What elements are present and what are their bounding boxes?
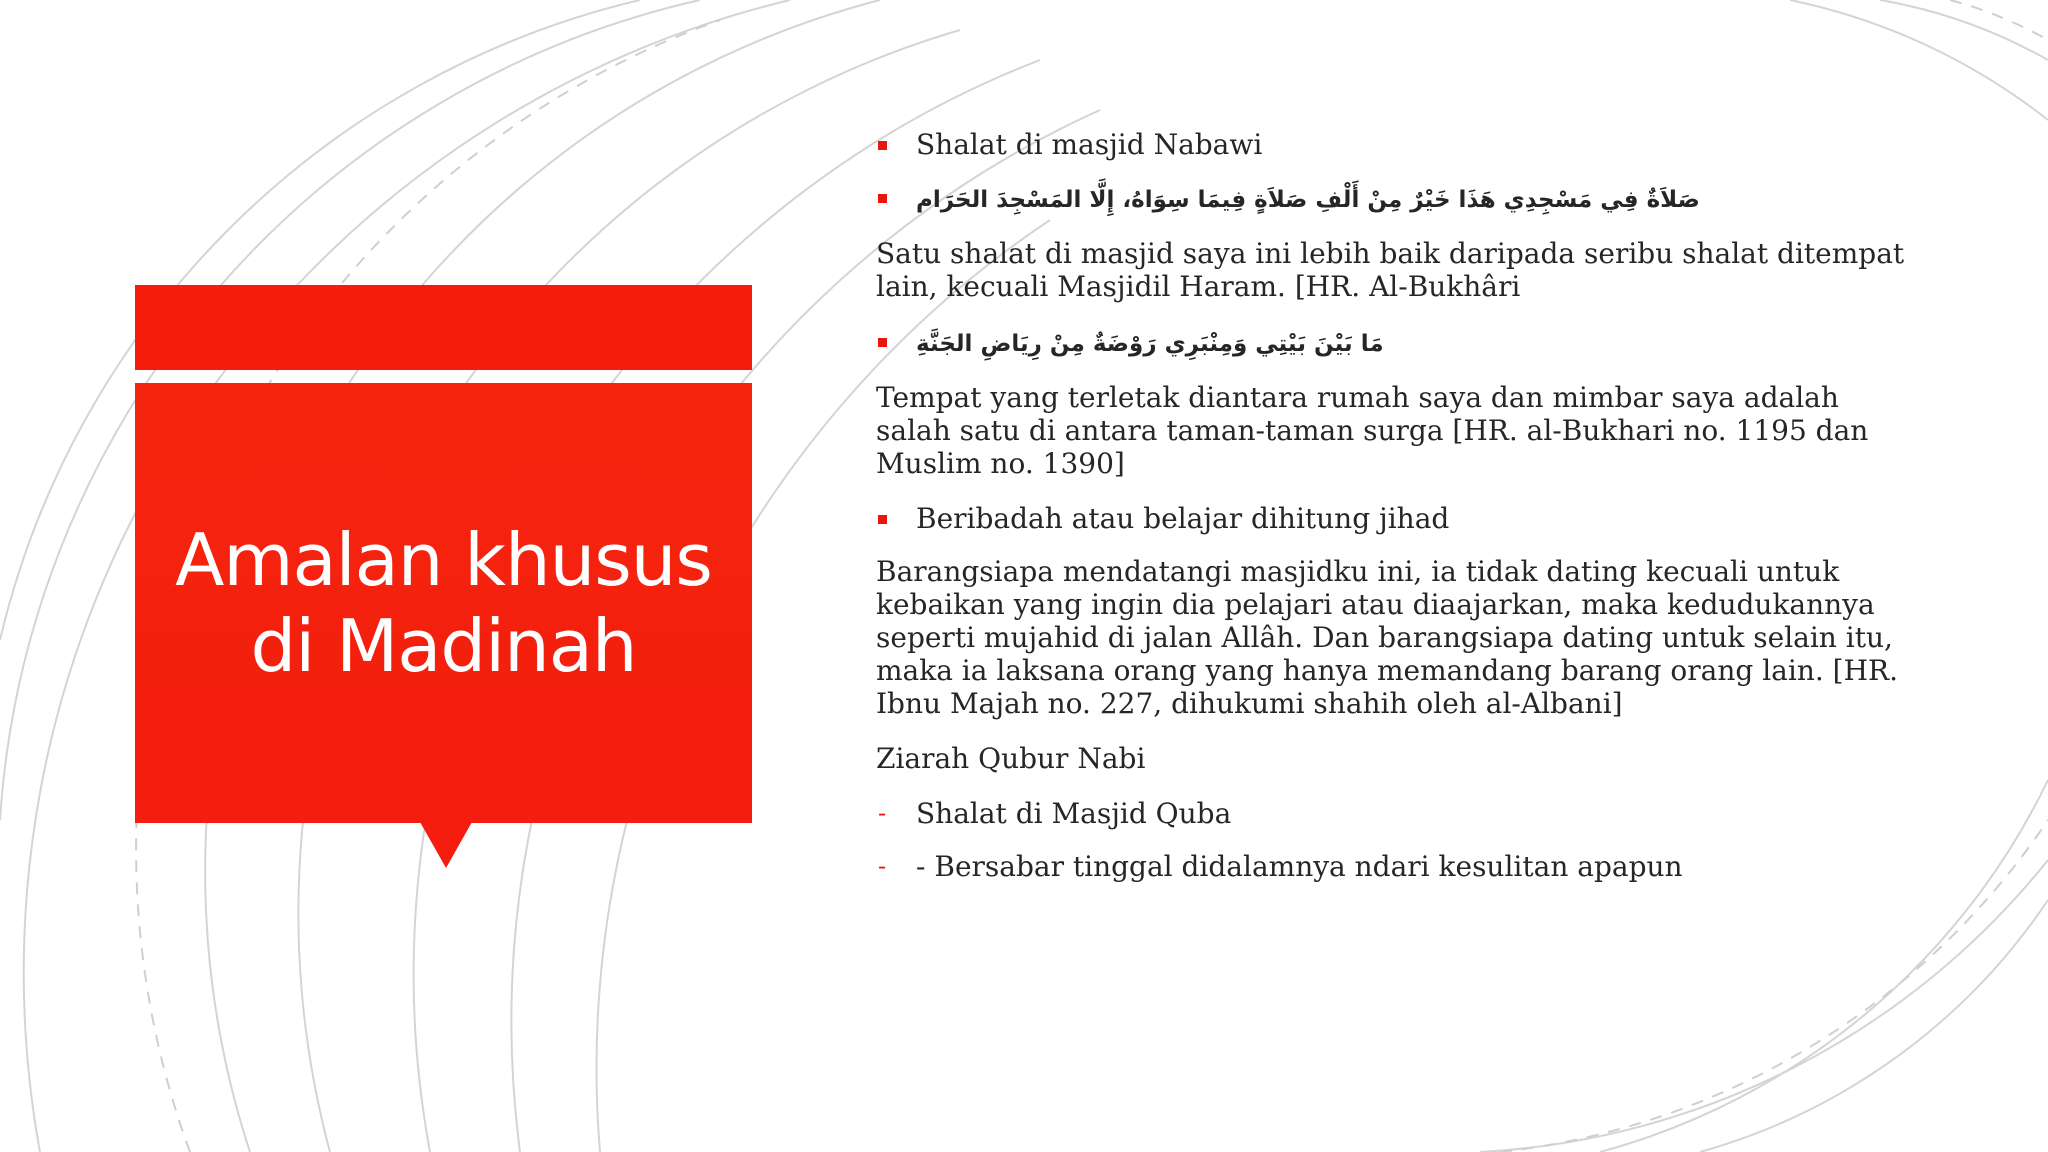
paragraph: Tempat yang terletak diantara rumah saya dan mimbar saya adalah salah satu di antara taman-taman surga [HR. al-Bukhari no. 1195 dan Muslim no. 1390] [876, 381, 1869, 480]
bullet-text: Beribadah atau belajar dihitung jihad [916, 502, 1450, 535]
content-area [876, 128, 1916, 903]
arc-right-2 [1880, 0, 2048, 60]
square-bullet-icon [878, 141, 887, 150]
square-bullet-icon [878, 338, 887, 347]
paragraph: Satu shalat di masjid saya ini lebih baik daripada seribu shalat ditempat lain, kecuali Masjidil Haram. [HR. Al-Bukhâri [876, 237, 1905, 303]
bullet-item-arabic [876, 181, 1916, 217]
dash-text: Shalat di Masjid Quba [916, 797, 1232, 830]
paragraph: Barangsiapa mendatangi masjidku ini, ia tidak dating kecuali untuk kebaikan yang ingin dia pelajari atau diaajarkan, maka kedudukannya seperti mujahid di jalan Allâh. Dan barangsiapa dating untuk selain itu, maka ia laksana orang yang hanya memandang barang orang lain. [HR. Ibnu Majah no. 227, dihukumi shahih oleh al-Albani] [876, 555, 1898, 720]
title-line-1: Amalan khusus [175, 518, 712, 602]
arc-dashed-2 [1950, 0, 2048, 40]
arc-right-1 [1790, 0, 2048, 120]
arc-right-4 [1700, 900, 2048, 1152]
callout-tail [420, 822, 472, 868]
accent-band [135, 285, 752, 370]
slide-title [135, 383, 752, 823]
arabic-text: صَلاَةٌ فِي مَسْجِدِي هَذَا خَيْرٌ مِنْ أَلْفِ صَلاَةٍ فِيمَا سِوَاهُ، إِلَّا المَسْجِدَ الحَرَام [916, 187, 1700, 213]
bullet-item-arabic [876, 325, 1916, 361]
title-box [135, 383, 752, 823]
bullet-text: Shalat di masjid Nabawi [916, 128, 1263, 161]
arabic-text: مَا بَيْنَ بَيْتِي وَمِنْبَرِي رَوْضَةٌ مِنْ رِيَاضِ الجَنَّةِ [916, 331, 1384, 357]
bullet-item [876, 502, 1916, 535]
bullet-item [876, 128, 1916, 161]
title-line-2: di Madinah [250, 604, 637, 688]
square-bullet-icon [878, 515, 887, 524]
paragraph: Ziarah Qubur Nabi [876, 742, 1146, 775]
arc-right-5 [1480, 860, 2048, 1152]
dash-bullet-icon: - [878, 852, 887, 880]
dash-bullet-icon: - [878, 799, 887, 827]
dash-text: - Bersabar tinggal didalamnya ndari kesulitan apapun [916, 850, 1683, 883]
square-bullet-icon [878, 194, 887, 203]
dash-item [876, 797, 1916, 830]
dash-item [876, 850, 1916, 883]
